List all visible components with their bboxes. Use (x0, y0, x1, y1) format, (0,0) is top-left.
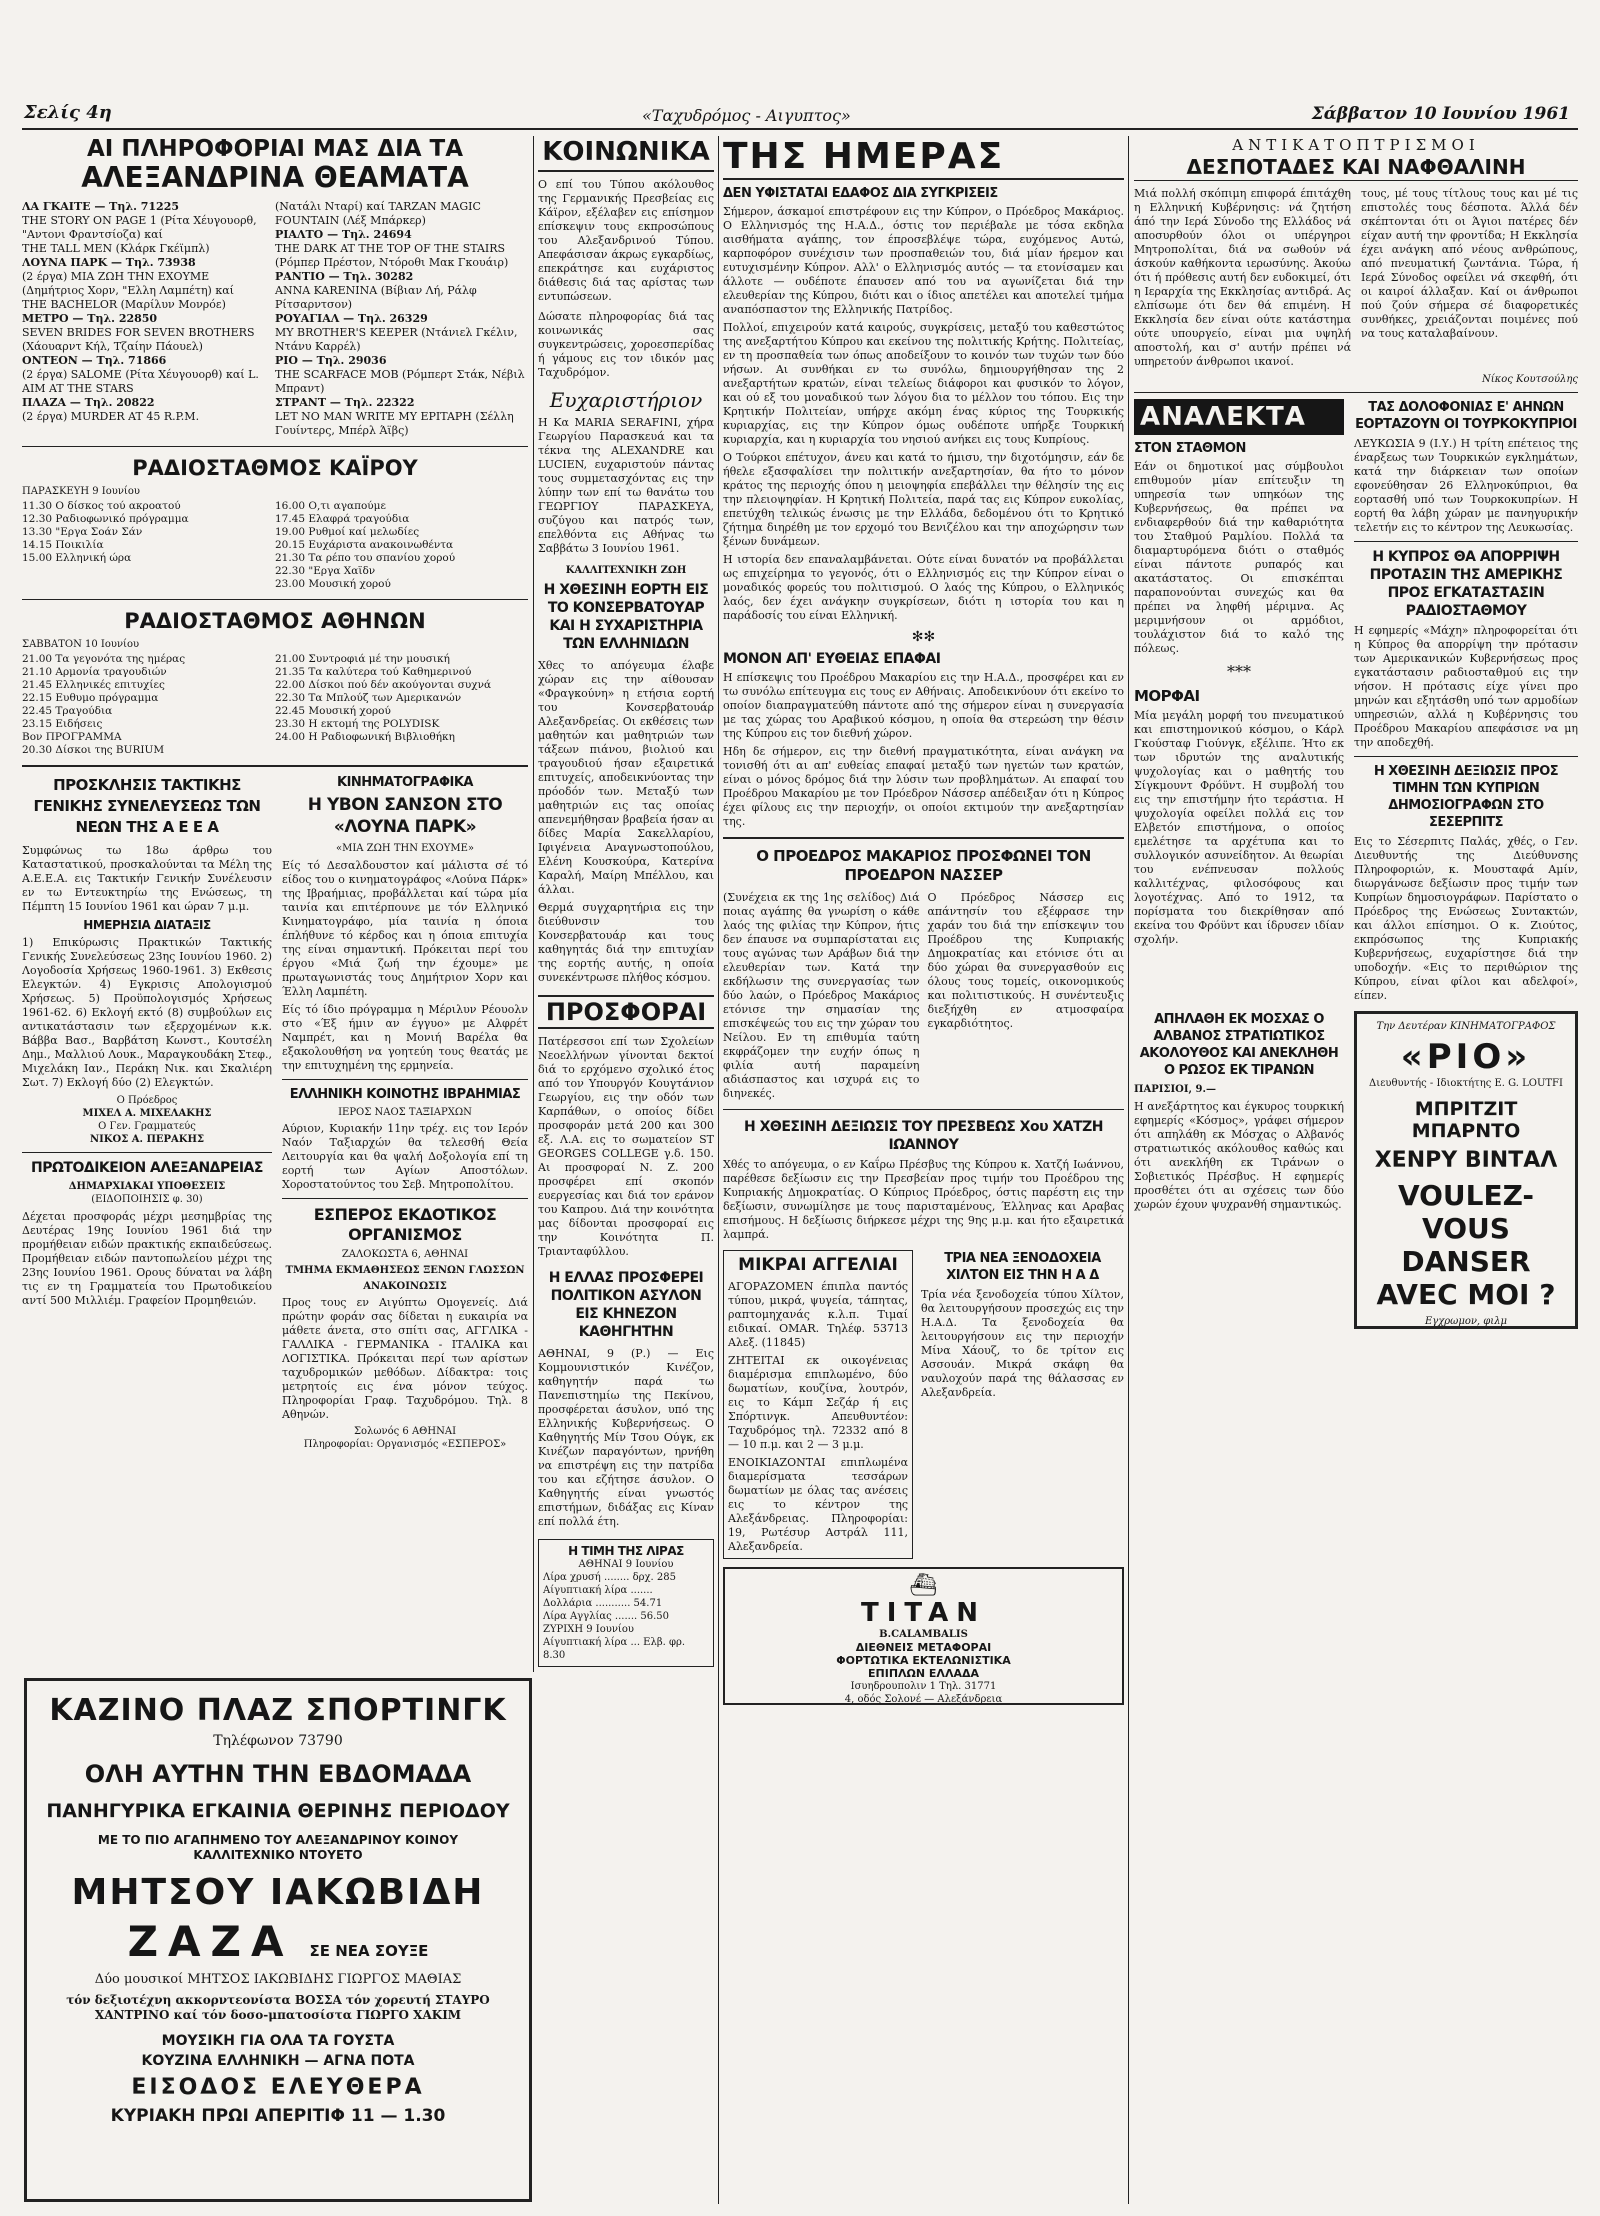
section-no-ground: ΔΕΝ ΥΦΙΣΤΑΤΑΙ ΕΔΑΦΟΣ ΔΙΑ ΣΥΓΚΡΙΣΕΙΣ (723, 186, 998, 201)
radio-program-item: 12.30 Ραδιοφωνικό πρόγραμμα (22, 513, 189, 525)
rio-film-3: AVEC MOI ? (1376, 1278, 1556, 1311)
small-ad-2: ΖΗΤΕΙΤΑΙ εκ οικογένειας διαμέρισμα επιπλωμένο, δύο δωματίων, κουζίνα, λουτρόν, εις το Κάμπ Σεζάρ ή εις Σπόρτινγκ. Απευθυντέον: Ταχυδρόμος τηλ. 72332 από 8 — 10 π.μ. και 2 — 3 μ.μ. (728, 1354, 908, 1451)
reflections-body-right: τους, μέ τους τίτλους τους και μέ τις επιστολές τους δέσποτα. Άλλά δέν σκέπτονται ότι οι Άγιοι πατέρες δέν είχαν αυτή την φροντίδα; Η Εκκλησία έχει ανάγκη από νέους ανθρώπους, από πνευματική ζωντάνια. Τώρα, ή Ιερά Σύνοδος οφείλει νά σκεφθή, ότι οι καιροί άλλαξαν. Καί οι άνθρωποι πού ζούν σήμερα σέ διαφορετικές συνθήκες, χρειάζονται ποιμένες πού να τους καταλαβαίνουν. (1361, 187, 1578, 340)
radio-program-item: 21.30 Τα ρέπο του σπανίου χορού (275, 552, 456, 564)
asylum-title: Η ΕΛΛΑΣ ΠΡΟΣΦΕΡΕΙ ΠΟΛΙΤΙΚΟΝ ΑΣΥΛΟΝ ΕΙΣ ΚΗΝΕΖΟΝ ΚΑΘΗΓΗΤΗΝ (548, 1270, 704, 1340)
community-body: Αύριον, Κυριακήν 11ην τρέχ. εις τον Ιερόν Ναόν Ταξιαρχών θα τελεσθή Θεία Λειτουργία και θα ψαλή Δοξολογία επί τη εορτή των Αγίων Αποστόλων. Χοροστατούντος του Σεβ. Μητροπολίτου. (282, 1122, 528, 1191)
cinema-listing: (2 έργα) SALOME (Ρίτα Χέυγουορθ) καί L. AIM AT THE STARS (22, 368, 259, 395)
stars-separator: *** (1227, 662, 1251, 681)
reflections-title-top: ΑΝΤΙΚΑΤΟΠΤΡΙΣΜΟΙ (1232, 136, 1480, 154)
cinema-listing: ΠΛΑΖΑ — Τηλ. 20822 (22, 396, 155, 409)
lira-title: Η ΤΙΜΗ ΤΗΣ ΛΙΡΑΣ (568, 1544, 684, 1558)
divider (282, 1198, 528, 1199)
casino-musicians: Δύο μουσικοί ΜΗΤΣΟΣ ΙΑΚΩΒΙΔΗΣ ΓΙΩΡΓΟΣ ΜΑΘΙΑΣ (94, 1972, 462, 1987)
divider (282, 1079, 528, 1080)
article-body-6: Ηδη δε σήμερον, εις την διεθνή πραγματικότητα, είναι ανάγκη να τονισθή ότι αι απ' ευθείας επαφαί μεταξύ των ηγετών των κρατών, είναι ο μόνος δρόμος διά την λύσιν των προβλημάτων. Αι επαφαί του Προέδρου Μακαρίου με τον Πρόεδρον Νάσσερ απέδειξαν ότι η Κύπρος έχει φίλους εις την περιοχήν, οι οποίοι εκτιμούν την ανεξαρτησίαν της. (723, 745, 1124, 828)
cinema-listing: THE SCARFACE MOB (Ρόμπερτ Στάκ, Νέβιλ Μπραντ) (275, 368, 525, 395)
of-the-day-title: ΤΗΣ ΗΜΕΡΑΣ (723, 136, 1124, 180)
radio-program-item: 21.00 Συντροφιά μέ την μουσική (275, 653, 450, 665)
reflections-title: ΔΕΣΠΟΤΑΔΕΣ ΚΑΙ ΝΑΦΘΑΛΙΝΗ (1134, 154, 1578, 181)
casino-performers: τόν δεξιοτέχνη ακκορντεονίστα ΒΟΣΣΑ τόν χορευτή ΣΤΑΥΡΟ ΧΑΝΤΡΙΝΟ καί τόν δοσο-μπατοσίστα ΓΙΩΡΓΟ ΧΑΚΙΜ (66, 1993, 490, 2022)
radio-program-item: 20.15 Ευχάριστα ανακοινωθέντα (275, 539, 454, 551)
radio-program-item: 14.15 Ποικιλία (22, 539, 104, 551)
hotels-body: Τρία νέα ξενοδοχεία τύπου Χίλτον, θα λειτουργήσουν προσεχώς εις την Η.Α.Δ. Τα ξενοδοχεία θα λειτουργήσουν εις την περιοχήν Μίνα Χάουζ, το δε τρίτον εις Ασσουάν. Μικρά σκάφη θα ναυλοχούν παρά της θάλασσας εν Αλεξανδρεία. (921, 1288, 1124, 1399)
radio-program-item: 17.45 Ελαφρά τραγούδια (275, 513, 410, 525)
header-page-label: Σελίς 4η (24, 102, 112, 123)
article-body-2: Πολλοί, επιχειρούν κατά καιρούς, συγκρίσεις, μεταξύ του καθεστώτος της ανεξαρτήτου Κύπρου και εκείνου της πολιτικής Κρήτης. Πολιτείας, εν τη προσπαθεία των όπως αποδείξουν το κοινόν των τυχών των δύο νήσων. Αι συνθήκαι εν τω συνόλω, δημιουργήθησαν της 2 ανεξαρτήτων κρατών, είναι τελείως διάφοροι και φυσικόν το λόγον, και ού εξ του μοναδικού των λόγου δια το μέλλον του τόπου. Εις την Κρητικήν Πολιτείαν, υπήρχε ακόμη ένας κύριος της Τουρκικής κυριαρχίας, εις την Κύπρον όμως ουδέποτε υπήρξε Τουρκική κυριαρχία, και η κυριαρχία του νησιού ανήκει εις τους Κυπρίους. (723, 321, 1124, 446)
cinema-listing: ΡΙΟ — Τηλ. 29036 (275, 354, 387, 367)
divider (723, 837, 1124, 839)
rio-actor-2: ΧΕΝΡΥ ΒΙΝΤΑΛ (1374, 1148, 1558, 1173)
social-title: ΚΟΙΝΩΝΙΚΑ (538, 136, 714, 172)
cinema-listing: LET NO MAN WRITE MY EPITAPH (Σέλλη Γουίντερς, Μπέρλ Άϊβς) (275, 410, 514, 437)
casino-duet-intro: ΜΕ ΤΟ ΠΙΟ ΑΓΑΠΗΜΕΝΟ ΤΟΥ ΑΛΕΞΑΝΔΡΙΝΟΥ ΚΟΙΝΟΥ ΚΑΛΛΙΤΕΧΝΙΚΟ ΝΤΟΥΕΤΟ (97, 1833, 459, 1862)
article-body-1: Σήμερον, άσκαμοί επιστρέφουν εις την Κύπρον, ο Πρόεδρος Μακάριος. Ο Ελληνισμός της Η.Α.Δ., όστις τον περιέβαλε με τόσα εκδηλα αισθήματα αγάπης, τον έπροσεβλέψε τώρα, ευχόμενος Αυτώ, καρποφόρον συνέχισιν των προσπαθειών του, διά μίαν ήρεμον και ευτυχισμένην Κύπρον. Αλλ' ο Ελληνισμός αυτός — τα ετονίσαμεν και άλλοτε — ουδέποτε έπαυσεν από του να αγωνίζεται διά την ελευθερίαν της Κύπρου, διότι και ο ίδιος απετέλει και αποτελεί τμήμα αναπόσπαστον της Ελληνικής Πατρίδος. (723, 205, 1124, 316)
radio-program-item: Βον ΠΡΟΓΡΑΜΜΑ (22, 731, 122, 743)
small-ad-3: ΕΝΟΙΚΙΑΖΟΝΤΑΙ επιπλωμένα διαμερίσματα τεσσάρων δωματίων με όλας τας ανέσεις εις το κέντρον της Αλεξάνδρειας. Πληροφορίαι: 19, Ρωτέσυρ Αστράλ 111, Αλεξανδρεία. (728, 1456, 908, 1553)
community-title: ΕΛΛΗΝΙΚΗ ΚΟΙΝΟΤΗΣ ΙΒΡΑΗΜΙΑΣ (289, 1087, 521, 1102)
albania-title: ΑΠΗΛΑΘΗ ΕΚ ΜΟΣΧΑΣ Ο ΑΛΒΑΝΟΣ ΣΤΡΑΤΙΩΤΙΚΟΣ ΑΚΟΛΟΥΘΟΣ ΚΑΙ ΑΝΕΚΛΗΘΗ Ο ΡΩΣΟΣ ΕΚ ΤΙΡΑΝΩΝ (1139, 1012, 1339, 1078)
rio-owner: Διευθυντής - Ιδιοκτήτης E. G. LOUTFI (1369, 1078, 1563, 1089)
journalists-body: Εις το Σέσερπιτς Παλάς, χθές, ο Γεν. Διευθυντής της Διεύθυνσης Πληροφοριών, κ. Μουσταφά Αμίν, διωργάνωσε δεξίωσιν προς τιμήν των Κυπρίων δημοσιογράφων. Παρίστατο ο Πρόεδρος της Ενώσεως Συντακτών, και άλλοι επίσημοι. Ο κ. Ζιούτος, εκπρόσωπος της Κυπριακής Κυβερνήσεως, ευχαρίστησε διά την υποδοχήν. «Εις το περιθώριον της Κύπρου, είναι φίλοι και αδελφοί», είπεν. (1354, 835, 1578, 1002)
lira-rate-row: Δολλάρια ........... 54.71 (543, 1598, 663, 1609)
titan-advertisement (723, 1567, 1124, 1705)
theatres-title-2: ΑΛΕΞΑΝΔΡΙΝΑ ΘΕΑΜΑΤΑ (81, 161, 469, 194)
rio-film-1: VOULEZ-VOUS (1397, 1179, 1535, 1245)
cinema-listing: THE BACHELOR (Μαρίλυν Μονρόε) (22, 298, 226, 311)
cinema-listing: SEVEN BRIDES FOR SEVEN BROTHERS (Χάουαρντ Κήλ, Τζαίην Πάουελ) (22, 326, 255, 353)
radio-program-item: 19.00 Ρυθμοί καί μελωδίες (275, 526, 420, 538)
divider (22, 1152, 272, 1153)
radio-athens-day: ΣΑΒΒΑΤΟΝ 10 Ιουνίου (22, 639, 140, 650)
radio-program-item: 23.30 Η εκτομή της POLYDISK (275, 718, 440, 730)
esperos-sub: ΤΜΗΜΑ ΕΚΜΑΘΗΣΕΩΣ ΞΕΝΩΝ ΓΛΩΣΣΩΝ (285, 1265, 525, 1276)
radio-program-item: 22.00 Δίσκοι πού δέν ακούγονται συχνά (275, 679, 492, 691)
article-body-5: Η επίσκεψις του Προέδρου Μακαρίου εις την Η.Α.Δ., προσφέρει και εν τω συνόλω επίτευγμα εις τους εν Αθήναις. Αποδεικνύουν ότι εκείνο το οποίον διαπραγματεύθη πάντοτε από της σήμερον είναι η συνεργασία με τας χώρας του Αραβικού κόσμου, η οποία θα στερεώση την θέσιν της Κύπρου εις τον διεθνή χώρον. (723, 671, 1124, 740)
casino-artist: ΜΗΤΣΟΥ ΙΑΚΩΒΙΔΗ (71, 1872, 485, 1913)
rio-top: Την Δευτέραν ΚΙΝΗΜΑΤΟΓΡΑΦΟΣ (1376, 1021, 1556, 1032)
court-sub-1: ΔΗΜΑΡΧΙΑΚΑΙ ΥΠΟΘΕΣΕΙΣ (68, 1181, 226, 1192)
header-rule (22, 128, 1578, 130)
esperos-address: ΖΑΛΟΚΩΣΤΑ 6, ΑΘΗΝΑΙ (341, 1249, 469, 1260)
casino-music: ΜΟΥΣΙΚΗ ΓΙΑ ΟΛΑ ΤΑ ΓΟΥΣΤΑ (161, 2033, 395, 2049)
divider (22, 446, 528, 447)
reflections-sign: Νίκος Κουτσούλης (1482, 374, 1578, 385)
casino-sunday: ΚΥΡΙΑΚΗ ΠΡΩΙ ΑΠΕΡΙΤΙΦ 11 — 1.30 (110, 2106, 446, 2126)
titan-line-3: ΕΠΙΠΛΩΝ ΕΛΛΑΔΑ (868, 1667, 979, 1680)
cinema-listing: ΛΟΥΝΑ ΠΑΡΚ — Τηλ. 73938 (22, 256, 196, 269)
rio-film-2: DANSER (1401, 1245, 1531, 1278)
radio-program-item: 16.00 Ο,τι αγαπούμε (275, 500, 386, 512)
social-body-2: Δώσατε πληροφορίας διά τας κοινωνικάς σας συγκεντρώσεις, χοροεσπερίδας ή γάμους εις τον ιδικόν μας Ταχυδρόμον. (538, 310, 714, 379)
albania-body: Η ανεξάρτητος και έγκυρος τουρκική εφημερίς «Κόσμος», γράφει σήμερον ότι απηλάθη εκ Μόσχας ο Αλβανός στρατιωτικός ακόλουθος καθώς και ότι ανεκλήθη εκ Τιράνων ο Σοβιετικός Πρέσβυς. Η εφημερίς προσθέτει ότι αι σχέσεις των δύο χωρών έχουν ψυχρανθή σημαντικώς. (1134, 1100, 1344, 1211)
radio-cairo-left (22, 500, 275, 591)
col-rule-1 (533, 136, 534, 1672)
art-life-body: Χθες το απόγευμα έλαβε χώραν εις την αίθουσαν «Φραγκούνη» η ετήσια εορτή του Κονσερβατουάρ Αλεξανδρείας. Οι εκθέσεις των μαθητών και μαθητριών των τάξεων πιάνου, βιολιού και τραγουδιού ήσαν εξαιρετικά επιτυχείς, αποδεικνύοντας την πρόοδόν των. Μεταξύ των μαθητριών εις τας οποίας απενεμήθησαν βραβεία ήσαν αι δίδες Μαρία Σακελλαρίου, Ιφιγένεια Αναγνωστοπούλου, Ελένη Κουσκούρα, Κατερίνα Καραλή, Μαίρη Μπέλλου, και άλλαι. (538, 659, 714, 896)
lira-box (538, 1539, 714, 1667)
radio-cairo-day: ΠΑΡΑΣΚΕΥΗ 9 Ιουνίου (22, 486, 140, 497)
cinema-listing: (Νατάλι Νταρί) καί TARZAN MAGIC FOUNTAIN (Λέξ Μπάρκερ) (275, 200, 481, 227)
radio-cairo-program (22, 500, 528, 591)
casino-kitchen: ΚΟΥΖΙΝΑ ΕΛΛΗΝΙΚΗ — ΑΓΝΑ ΠΟΤΑ (141, 2053, 415, 2069)
rio-actor-1: ΜΠΡΙΤΖΙΤ ΜΠΑΡΝΤΟ (1411, 1098, 1521, 1142)
cinema-listing: ANNA KARENINA (Βίβιαν Λή, Ράλφ Ρίτσαρντσον) (275, 284, 477, 311)
makarios-title: Ο ΠΡΟΕΔΡΟΣ ΜΑΚΑΡΙΟΣ ΠΡΟΣΦΩΝΕΙ ΤΟΝ ΠΡΟΕΔΡΟΝ ΝΑΣΣΕΡ (756, 847, 1091, 884)
rio-advertisement (1354, 1011, 1578, 1329)
divider (723, 1109, 1124, 1110)
cinema-listing: ΟΝΤΕΟΝ — Τηλ. 71866 (22, 354, 167, 367)
analekta-banner (1134, 399, 1344, 435)
court-sub-2: (ΕΙΔΟΠΟΙΗΣΙΣ φ. 30) (91, 1194, 203, 1205)
casino-entry: ΕΙΣΟΔΟΣ ΕΛΕΥΘΕΡΑ (131, 2075, 425, 2100)
morfai-body: Μία μεγάλη μορφή του πνευματικού και επιστημονικού κόσμου, ο Κάρλ Γκούσταφ Γιούνγκ, εξέλιπε. Ήτο εκ των ιδρυτών της αναλυτικής ψυχολογίας και ο μαθητής του Σίγκμουντ Φρόϋντ. Η συμβολή του εις την επιστήμην ήτο τεράστια. Η ψυχολογία οφείλει πολλά εις τον Ελβετόν επιστήμονα, ο οποίος εμελέτησε τα αρχέτυπα και το συλλογικόν ασυνείδητον. Αι θεωρίαι του ενέπνευσαν πολλούς καλλιτέχνας, φιλοσόφους και λογοτέχνας. Από το 1912, τα πορίσματα του διεκρίθησαν από εκείνα του Φρόϋντ και ίδρυσεν ιδίαν σχολήν. (1134, 709, 1344, 946)
radio-program-item: 21.45 Ελληνικές επιτυχίες (22, 679, 165, 691)
divider (1134, 392, 1578, 393)
radio-athens-program (22, 653, 528, 757)
esperos-body: Προς τους εν Αιγύπτω Ομογενείς. Διά πρώτην φοράν σας δίδεται η ευκαιρία να μάθετε άνετα, στο σπίτι σας, ΑΓΓΛΙΚΑ - ΓΑΛΛΙΚΑ - ΓΕΡΜΑΝΙΚΑ - ΙΤΑΛΙΚΑ και ΛΟΓΙΣΤΙΚΑ. Πρόκειται περί των αρίστων ταχυδρομικών μεθόδων. Δίδακτρα: τοις μετρητοίς εις ένα μόνον τεύχος. Πληροφορίαι Γραφ. Ταχυδρόμου. Τηλ. 8 Αθηνών. (282, 1296, 528, 1421)
station-body: Εάν οι δημοτικοί μας σύμβουλοι επιθυμούν μίαν επίτευξιν τη υπηρεσία των υπηκόων της Κυβερνήσεως, θα πρέπει να ενδιαφερθούν διά την καθαριότητα του Σταθμού Ραμλίου. Πολλά τα διαμαρτυρόμενα διότι ο σταθμός είναι πάντοτε ρυπαρός και ακατάστατος. Οι επισκέπται παραπονούνται συνεχώς και θα πρέπει να ληφθή μέριμνα. Ας μεριμνήσουν οι αρμόδιοι, τουλάχιστον διά το καλό της πόλεως. (1134, 460, 1344, 655)
morfai-title: ΜΟΡΦΑΙ (1134, 687, 1200, 705)
cinema-listing: ΡΑΝΤΙΟ — Τηλ. 30282 (275, 270, 414, 283)
radio-program-item: 20.30 Δίσκοι της BURIUM (22, 744, 165, 756)
titan-owner: B.CALAMBALIS (879, 1629, 968, 1640)
court-body: Δέχεται προσφοράς μέχρι μεσημβρίας της Δευτέρας 19ης Ιουνίου 1961 διά την προμήθειαν ειδών πρακτικής εκπαιδεύσεως. Προμήθειαν ειδών παντοπωλείου μέχρι της 23ης Ιουνίου 1961. Ορους δύναται να λάβη τις εν τη Γραμματεία του Πρωτοδικείου αντί 500 Μιλλιέμ. Γραφείον Προμηθειών. (22, 1210, 272, 1307)
lira-rate-row: Αίγυπτιακή λίρα ....... (543, 1585, 653, 1596)
radio-program-item: 22.15 Ευθυμο πρόγραμμα (22, 692, 159, 704)
titan-line-1: ΔΙΕΘΝΕΙΣ ΜΕΤΑΦΟΡΑΙ (855, 1641, 992, 1654)
casino-advertisement (24, 1678, 532, 2202)
cinema-news-title: ΚΙΝΗΜΑΤΟΓΡΑΦΙΚΑ (337, 775, 473, 790)
radio-program-item: 13.30 "Εργα Σοάν Σάν (22, 526, 143, 538)
cinema-news-body: Είς τό Δεσαλδουστον καί μάλιστα σέ τό είδος του ο κινηματογράφος «Λούνα Πάρκ» της Ιβραήμιας, προβάλλεται καί τώρα μία ταινία και επιτέρπουνε με τόν Ελληνικό Κινηματογράφο, μία ταινία η όποια έπλήθυνε τό κέρδος και η όποια επιτυχία της είναι σημαντική. Πρόκειται περί του έργου «Μιά ζωή την έχουμε» με πρωταγωνιστάς τους Δημήτριον Χορν και Έλλη Λαμπέτη. (282, 859, 528, 998)
radio-program-item: 24.00 Η Ραδιοφωνική Βιβλιοθήκη (275, 731, 455, 743)
journalists-title: Η ΧΘΕΣΙΝΗ ΔΕΞΙΩΣΙΣ ΠΡΟΣ ΤΙΜΗΝ ΤΩΝ ΚΥΠΡΙΩΝ ΔΗΜΟΣΙΟΓΡΑΦΩΝ ΣΤΟ ΣΕΣΕΡΠΙΤΣ (1373, 764, 1559, 830)
radio-program-item: 22.30 "Εργα Χαϊδν (275, 565, 376, 577)
esperos-sign-2: Πληροφορίαι: Οργανισμός «ΕΣΠΕΡΟΣ» (303, 1439, 507, 1450)
asylum-body: ΑΘΗΝΑΙ, 9 (Ρ.) — Εις Κομμουνιστικόν Κινέζον, καθηγητήν παρά τω Πανεπιστημίω της Πεκίνου, προσφέρεται άσυλον, υπό της Ελληνικής Κυβερνήσεως. Ο Καθηγητής Μίν Τσου Ούγκ, εκ Κινέζων παραγόντων, ηρνήθη να επιστρέψη εις την πατρίδα του και εζήτησε άσυλον. Ο Καθηγητής είναι γνωστός επιστήμων, διδάξας εις Κίναν επί πολλά έτη. (538, 1347, 714, 1528)
radio-program-item: 22.30 Τα Μπλούζ των Αμερικανών (275, 692, 462, 704)
casino-celebration: ΠΑΝΗΓΥΡΙΚΑ ΕΓΚΑΙΝΙΑ ΘΕΡΙΝΗΣ ΠΕΡΙΟΔΟΥ (46, 1800, 510, 1822)
station-title: ΣΤΟΝ ΣΤΑΘΜΟΝ (1134, 441, 1246, 456)
section-direct-contacts: ΜΟΝΟΝ ΑΠ' ΕΥΘΕΙΑΣ ΕΠΑΦΑΙ (723, 651, 941, 667)
notice-sign-3: Ο Γεν. Γραμματεύς (98, 1121, 196, 1132)
header-newspaper: «Ταχυδρόμος - Αιγυπτος» (642, 106, 851, 125)
column-reflections (1134, 136, 1578, 2196)
small-ads-title: ΜΙΚΡΑΙ ΑΓΓΕΛΙΑΙ (738, 1255, 898, 1275)
radio-program-item: 21.10 Αρμονία τραγουδιών (22, 666, 167, 678)
radio-program-item: 15.00 Ελληνική ώρα (22, 552, 132, 564)
article-body-3: Ο Τούρκοι επέτυχον, άνευ και κατά το ήμισυ, την διχοτόμησιν, εάν δε ήθελε εξασφαλίσει την πολιτικήν ανεξαρτησίαν, θα ήτο το μόνον κράτος της περιοχής όπου η μειοψηφία επεβάλλει την θέλησίν της εις την πλειοψηφίαν. Η Κρητική Πολιτεία, παρά τας εις Κύπρον ευκολίας, επετύχθη τελικώς ένωσις με την Ελλάδα, δεδομένου ότι το Κρητικό ζήτημα διηρέθη με τον ερχομό του Βενιζέλου και την αποχώρησιν των ξένων δυνάμεων. (723, 451, 1124, 548)
casino-week: ΟΛΗ ΑΥΤΗΝ ΤΗΝ ΕΒΔΟΜΑΔΑ (84, 1760, 472, 1788)
radio-program-item: 21.35 Τα καλύτερα τού Καθημερινού (275, 666, 472, 678)
radio-program-item: 22.45 Μουσική χορού (275, 705, 391, 717)
thanks-body: Η Κα MARIA SERAFINI, χήρα Γεωργίου Παρασκευά και τα τέκνα της ALEXANDRE και LUCIEN, ευχαριστούν πάντας τους συμμετασχόντας εις την λύπην των επί τω θανάτω του ΓΕΩΡΓΙΟΥ ΠΑΡΑΣΚΕΥΑ, συζύγου και πατρός των, επελθόντα εις Αθήνας τω Σαββάτω 3 Ιουνίου 1961. (538, 416, 714, 555)
radio-program-item: 22.45 Τραγούδια (22, 705, 113, 717)
cinema-listing: ΡΟΥΑΓΙΑΛ — Τηλ. 26329 (275, 312, 428, 325)
analekta-title: ΑΝΑΛΕΚΤΑ (1140, 402, 1306, 432)
reception-body: Χθές το απόγευμα, ο εν Καΐρω Πρέσβυς της Κύπρου κ. Χατζή Ιωάννου, παρέθεσε δεξίωσιν εις την Πρεσβείαν προς τιμήν του Προέδρου της Κυπριακής Δημοκρατίας. Ο Κύπριος Πρόεδρος, όστις παρέστη εις την δεξίωσιν, συνωμίλησε με τους παρισταμένους, Έλληνας και Αραβας επισήμους. Η δεξίωσις διήρκεσε μέχρι της 9ης μ.μ. και ήτο εξαιρετικά λαμπρά. (723, 1158, 1124, 1241)
radio-station-body: Η εφημερίς «Μάχη» πληροφορείται ότι η Κύπρος θα απορρίψη την πρότασιν των Αμερικανικών Κυβερνήσεως προς εγκατάστασιν ραδιοσταθμού εις την νήσον. Η πρότασις είχε γίνει προ μηνών και εξητάσθη υπό των αρμοδίων υπηρεσιών, αλλά η Κυβέρνησις του Προέδρου Μακαρίου απεφάσισε να μη την αποδεχθή. (1354, 624, 1578, 749)
divider (22, 599, 528, 600)
titan-line-4b: Ισυηδρουπολιν 1 Τηλ. 31771 (850, 1681, 997, 1692)
notice-body: Συμφώνως τω 18ω άρθρω του Καταστατικού, προσκαλούνται τα Μέλη της Α.Ε.Ε.Α. εις Τακτικήν Γενικήν Συνέλευσιν εν τω Εντευκτηρίω της Ενώσεως, τη Πέμπτη 15 Ιουνίου 1961 και ώραν 7 μ.μ. (22, 844, 272, 913)
casino-phone: Τηλέφωνον 73790 (213, 1733, 343, 1749)
radio-cairo-title: ΡΑΔΙΟΣΤΑΘΜΟΣ ΚΑΪΡΟΥ (132, 456, 418, 480)
notice-sign-1: Ο Πρόεδρος (116, 1095, 178, 1106)
lira-rate-row: Λίρα Αγγλίας ....... 56.50 (543, 1611, 669, 1622)
offers-title: ΠΡΟΣΦΟΡΑΙ (538, 995, 714, 1029)
radio-athens-title: ΡΑΔΙΟΣΤΑΘΜΟΣ ΑΘΗΝΩΝ (124, 609, 426, 633)
esperos-announcement: ΑΝΑΚΟΙΝΩΣΙΣ (363, 1281, 447, 1292)
esperos-title: ΕΣΠΕΡΟΣ ΕΚΔΟΤΙΚΟΣ ΟΡΓΑΝΙΣΜΟΣ (313, 1205, 497, 1244)
cinema-news-head: Η ΥΒΟΝ ΣΑΝΣΟΝ ΣΤΟ «ΛΟΥΝΑ ΠΑΡΚ» (307, 795, 503, 837)
col-rule-2 (718, 136, 719, 2204)
reception-title: Η ΧΘΕΣΙΝΗ ΔΕΞΙΩΣΙΣ ΤΟΥ ΠΡΕΣΒΕΩΣ Χου ΧΑΤΖΗ ΙΩΑΝΝΟΥ (744, 1119, 1103, 1153)
radio-station-title: Η ΚΥΠΡΟΣ ΘΑ ΑΠΟΡΡΙΨΗ ΠΡΟΤΑΣΙΝ ΤΗΣ ΑΜΕΡΙΚΗΣ ΠΡΟΣ ΕΓΚΑΤΑΣΤΑΣΙΝ ΡΑΔΙΟΣΤΑΘΜΟΥ (1369, 549, 1563, 619)
offers-body: Πατέρεσσοι επί των Σχολείων Νεοελλήνων γίνονται δεκτοί διά το ερχόμενο σχολικό έτος από τον Υπουργόν Κουγτάνιον Γεωργίου, εις την οδόν των Καρπάθων, ο οποίος δίδει προσφοράν μετά 200 και 300 εξ. Λ.Α. εις το σωματείον ST GEORGES COLLEGE γ.δ. 150. Αι προσφοραί Ν. Ζ. 200 προσφέρει επί σκοπόν ευεργεσίας και διά τον εράνον του Καπρου. Διά την κοινότητα μας δίδονται προσφοραί εις την Κοινότητα Π. Τριανταφύλλου. (538, 1035, 714, 1258)
lira-sub: ΑΘΗΝΑΙ 9 Ιουνίου (578, 1559, 674, 1570)
casino-title: ΚΑΖΙΝΟ ΠΛΑΖ ΣΠΟΡΤΙΝΓΚ (49, 1693, 507, 1728)
notice-agenda: 1) Επικύρωσις Πρακτικών Τακτικής Γενικής Συνελεύσεως 23ης Ιουνίου 1960. 2) Λογοδοσία Χρήσεως 1960-1961. 3) Εκθεσις Ελεγκτών. 4) Εγκρισις Απολογισμού Χρήσεως. 5) Προϋπολογισμός Χρήσεως 1961-62. 6) Εκλογή εκτό (8) συμβούλων εις αντικατάστασιν των εξερχομένων κ.κ. Βάββα Βασ., Βαρβάτση Κωνστ., Κουτσέλη Δημ., Μαλλιού Λουκ., Μαραγκουδάκη Στεφ., Μιχελάκη Ιαν., Περάκη Νικ. και Σκαλιέρη Σωτ. 7) Εκλογή δύο (2) Ελεγκτών. (22, 936, 272, 1089)
small-ads-box (723, 1250, 913, 1559)
court-title: ΠΡΩΤΟΔΙΚΕΙΟΝ ΑΛΕΞΑΝΔΡΕΙΑΣ (31, 1160, 263, 1176)
rio-name: «ΡΙΟ» (1400, 1037, 1532, 1077)
ship-icon: ⛴ (909, 1573, 938, 1598)
notice-title: ΠΡΟΣΚΛΗΣΙΣ ΤΑΚΤΙΚΗΣ ΓΕΝΙΚΗΣ ΣΥΝΕΛΕΥΣΕΩΣ ΤΩΝ ΝΕΩΝ ΤΗΣ Α Ε Ε Α (33, 776, 261, 836)
col-rule-3 (1128, 136, 1129, 2204)
article-body-4: Η ιστορία δεν επαναλαμβάνεται. Ούτε είναι δυνατόν να προβάλλεται ως επιχείρημα το γεγονός, ότι ο Ελληνισμός εις την Κύπρον είναι ο μοναδικός φορεύς του πολιτισμού. Ο λαός της Κύπρου, ο Ελληνικός λαός, δεν έχει ανάγκην συγκρίσεων, διότι η ιστορία του και η παράδοσίς του είναι Ελληνική. (723, 553, 1124, 622)
turk-title: ΤΑΣ ΔΟΛΟΦΟΝΙΑΣ Ε' ΑΗΝΩΝ ΕΟΡΤΑΖΟΥΝ ΟΙ ΤΟΥΡΚΟΚΥΠΡΙΟΙ (1355, 400, 1577, 432)
cinema-news-sub: «ΜΙΑ ΖΩΗ ΤΗΝ ΕΧΟΥΜΕ» (335, 843, 475, 854)
radio-program-item: 23.15 Ειδήσεις (22, 718, 103, 730)
titan-line-2: ΦΟΡΤΩΤΙΚΑ ΕΚΤΕΛΩΝΙΣΤΙΚΑ (836, 1654, 1011, 1667)
column-of-the-day (723, 136, 1124, 2196)
notice-sign-2: ΜΙΧΕΛ Α. ΜΙΧΕΛΑΚΗΣ (82, 1108, 212, 1119)
radio-cairo-right (275, 500, 528, 591)
cinema-list-left (22, 200, 267, 438)
lira-rows (543, 1571, 709, 1662)
hotels-title: ΤΡΙΑ ΝΕΑ ΞΕΝΟΔΟΧΕΙΑ ΧΙΛΤΟΝ ΕΙΣ ΤΗΝ Η Α Δ (944, 1251, 1101, 1283)
radio-program-item: 21.00 Τα γεγονότα της ημέρας (22, 653, 186, 665)
thanks-title: Ευχαριστήριον (549, 388, 703, 412)
makarios-body-2: Ο Πρόεδρος Νάσσερ εις απάντησίν του εξέφρασε την χαράν του διά την επίσκεψιν του Προέδρου της Κυπριακής Δημοκρατίας και ετόνισε ότι αι δύο χώραι θα συνεργασθούν εις όλους τους τομείς, οικονομικούς και πολιτιστικούς. Η συνέντευξις διεξήχθη εν ατμοσφαίρα εγκαρδιότητος. (927, 891, 1124, 1030)
rio-bottom: Εγχρωμον, φιλμ (1424, 1316, 1508, 1327)
divider (1354, 541, 1578, 542)
community-sub: ΙΕΡΟΣ ΝΑΟΣ ΤΑΞΙΑΡΧΩΝ (338, 1107, 472, 1118)
small-ad-1: ΑΓΟΡΑΖΟΜΕΝ έπιπλα παντός τύπου, μικρά, ψυγεία, τάπητας, ραπτομηχανάς κ.λ.π. Τιμαί ειδικαί. OMAR. Τηλέφ. 53713 Αλεξ. (11845) (728, 1280, 908, 1349)
column-theatres (22, 136, 528, 1676)
cinema-listing: THE DARK AT THE TOP OF THE STAIRS (Ρόμπερ Πρέστον, Ντόροθι Μακ Γκουάιρ) (275, 242, 509, 269)
titan-name: TITAN (860, 1598, 986, 1628)
cinema-listing: (2 έργα) ΜΙΑ ΖΩΗ ΤΗΝ ΕΧΟΥΜΕ (Δημήτριος Χορν, "Ελλη Λαμπέτη) καί (22, 270, 234, 297)
art-life-title: ΚΑΛΛΙΤΕΧΝΙΚΗ ΖΩΗ (565, 565, 687, 576)
theatres-title-1: ΑΙ ΠΛΗΡΟΦΟΡΙΑΙ ΜΑΣ ΔΙΑ ΤΑ (86, 136, 464, 162)
notice-sign-4: ΝΙΚΟΣ Α. ΠΕΡΑΚΗΣ (89, 1134, 205, 1145)
radio-athens-left (22, 653, 275, 757)
art-life-head: Η ΧΘΕΣΙΝΗ ΕΟΡΤΗ ΕΙΣ ΤΟ ΚΟΝΣΕΡΒΑΤΟΥΑΡ ΚΑΙ Η ΣΥΧΑΡΙΣΤΗΡΙΑ ΤΩΝ ΕΛΛΗΝΙΔΩΝ (543, 582, 709, 652)
esperos-sign: Σολωνός 6 ΑΘΗΝΑΙ (353, 1426, 457, 1437)
lira-rate-row: Λίρα χρυσή ........ δρχ. 285 (543, 1572, 676, 1583)
lira-rate-row: ΖΥΡΙΧΗ 9 Ιουνίου (543, 1624, 634, 1635)
cinema-listing: THE STORY ON PAGE 1 (Ρίτα Χέυγουορθ, "Αντονι Φραντσίοζα) καί (22, 214, 257, 241)
casino-zaza: ΖΑΖΑ (127, 1917, 294, 1966)
lira-rate-row: Αίγυπτιακή λίρα ... Ελβ. φρ. 8.30 (543, 1637, 686, 1661)
column-social (538, 136, 714, 2196)
cinema-listing: ΣΤΡΑΝΤ — Τηλ. 22322 (275, 396, 415, 409)
divider (1354, 756, 1578, 757)
ornament: ✻✻ (911, 629, 936, 645)
header-date: Σάββατον 10 Ιουνίου 1961 (1311, 104, 1570, 124)
cinema-listing: THE TALL MEN (Κλάρκ Γκέϊμπλ) (22, 242, 210, 255)
radio-program-item: 11.30 Ο δίσκος τού ακροατού (22, 500, 181, 512)
radio-athens-right (275, 653, 528, 757)
turk-body: ΛΕΥΚΩΣΙΑ 9 (Ι.Υ.) Η τρίτη επέτειος της έναρξεως των Τουρκικών εγκλημάτων, κατά την διάρκειαν των οποίων εφονεύθησαν 26 Ελληνοκύπριοι, θα εορτασθή υπό των Τουρκοκυπρίων. Η εορτή θα λάβη χώραν με πανηγυρικήν τελετήν εις το κέντρον της Λευκωσίας. (1354, 437, 1578, 534)
casino-zaza-sub: ΣΕ ΝΕΑ ΣΟΥΞΕ (309, 1942, 429, 1960)
cinema-listing: (2 έργα) MURDER AT 45 R.P.M. (22, 410, 200, 423)
makarios-body: (Συνέχεια εκ της 1ης σελίδος) Διά ποιας αγάπης θα γνωρίση ο κάθε λαός της φιλίας την Κύπρον, ήτις δεν έπαυσε να συμπαρίσταται εις τους αγώνας των Αράβων διά την ελευθερίαν των. Κατά την εκδήλωσιν της συνεργασίας των δύο λαών, ο Πρόεδρος Μακάριος ετόνισε την σημασίαν της επισκέψεώς του εις την χώραν του Νείλου. Εν τη επιθυμία ταύτη εκφράζομεν την ευχήν όπως η φιλία αυτή παραμείνη αδιάσπαστος και ισχυρά εις το διηνεκές. (723, 891, 920, 1100)
notice-agenda-title: ΗΜΕΡΗΣΙΑ ΔΙΑΤΑΞΙΣ (83, 918, 211, 932)
social-body-1: Ο επί του Τύπου ακόλουθος της Γερμανικής Πρεσβείας εις Κάϊρον, εξέλαβεν εις επίσημον επίσκεψιν τους εκπροσώπους του Αλεξανδρινού Τύπου. Απεφάσισαν άκρως εγκαρδίως, επεκράτησε και ευχάριστος διάθεσις διά τας αρίστας των εντυπώσεων. (538, 178, 714, 303)
cinema-listing: ΛΑ ΓΚΑΙΤΕ — Τηλ. 71225 (22, 200, 180, 213)
cinema-listing: ΡΙΑΛΤΟ — Τηλ. 24694 (275, 228, 412, 241)
art-life-body-2: Θερμά συγχαρητήρια εις την διεύθυνσιν του Κονσερβατουάρ και τους καθηγητάς διά την επιτυχίαν της εορτής αυτής, η οποία συνεκέντρωσε πλήθος κόσμου. (538, 901, 714, 984)
divider (22, 765, 528, 767)
radio-program-item: 23.00 Μουσική χορού (275, 578, 391, 590)
cinema-list-right (275, 200, 525, 438)
cinema-news-body-2: Είς τό ίδιο πρόγραμμα η Μέριλυν Ρέουολν στο «Έξ ήμιν αν έγγυο» με Αλφρέτ Ναμπρέτ, και η Μονιή Βαρέλα θα εξακολουθήση να γοητεύη τους θεατάς με την επιτυχημένη της ερμηνεία. (282, 1003, 528, 1072)
albania-dateline: ΠΑΡΙΣΙΟΙ, 9.— (1134, 1084, 1216, 1095)
cinema-listing: ΜΕΤΡΟ — Τηλ. 22850 (22, 312, 158, 325)
cinema-listing: MY BROTHER'S KEEPER (Ντάνιελ Γκέλιν, Ντάνυ Καρρέλ) (275, 326, 518, 353)
reflections-body-left: Μιά πολλή σκόπιμη επιφορά έπιτάχθη η Ελληνική Κυβέρνησις: νά ζητήση άπό την Ιερά Σύνοδο της Ελλάδος νά αποσυρθούν όλοι οι υπέργηροι Μητροπολίται, διά να σωθούν νά άσκούν καθήκοντα ιερωσύνης. Άκούω ότι ή πρόθεσις αυτή δεν ευδοκιμεί, ότι η Ιεραρχία της Εκκλησίας αντιδρά. Ας ελπίσωμε ότι δεν θά επιμένη. Η Εκκλησία δεν είναι ούτε κατάστημα ούτε υπουργείο, είναι μια υψηλή αποστολή, και σ' αυτήν πρέπει νά υπηρετούν άνθρωποι ικανοί. (1134, 187, 1351, 368)
titan-line-4: 4, οδός Σολονέ — Αλεξάνδρεια (844, 1694, 1003, 1705)
